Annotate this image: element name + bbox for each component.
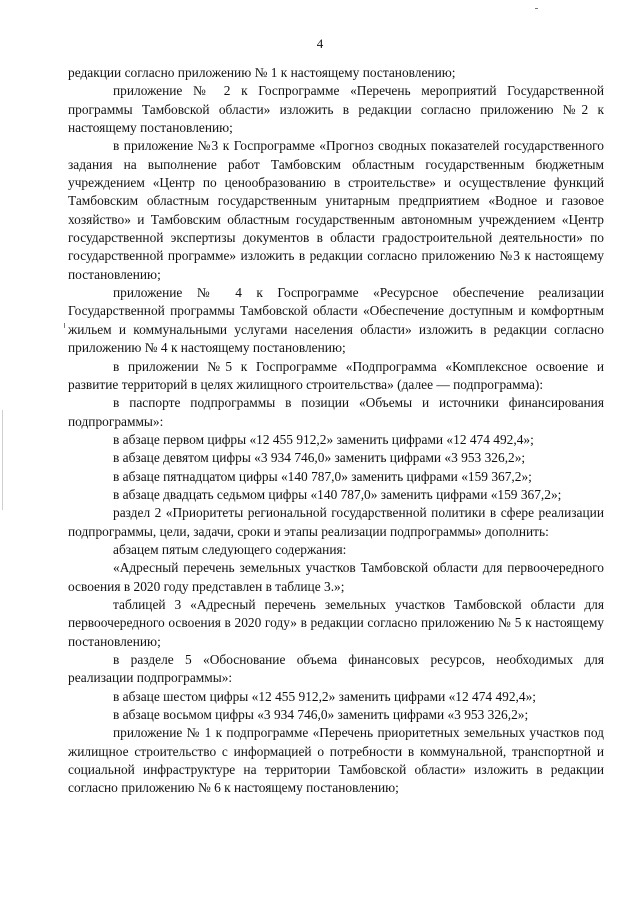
paragraph: приложение № 2 к Госпрограмме «Перечень мероприятий Государственной программы Тамбовской области» изложить в редакции согласно приложению №2 к настоящему постановлению; [68, 83, 604, 136]
paragraph: таблицей 3 «Адресный перечень земельных участков Тамбовской области для первоочередного освоения в 2020 году» в редакции согласно приложению № 5 к настоящему постановлению; [68, 596, 604, 649]
paragraph: редакции согласно приложению № 1 к настоящему постановлению; [68, 65, 456, 80]
scan-mark [535, 8, 538, 9]
paragraph: в абзаце девятом цифры «3 934 746,0» заменить цифрами «3 953 326,2»; [113, 450, 526, 466]
paragraph: в приложении №5 к Госпрограмме «Подпрограмма «Комплексное освоение и развитие территорий в целях жилищного строительства» (далее — подпрограмма): [68, 358, 604, 392]
paragraph: в разделе 5 «Обоснование объема финансовых ресурсов, необходимых для реализации подпрограммы»: [68, 652, 604, 686]
scan-mark [2, 410, 3, 510]
paragraph: в абзаце восьмом цифры «3 934 746,0» заменить цифрами «3 953 326,2»; [113, 707, 529, 723]
paragraph: в абзаце первом цифры «12 455 912,2» заменить цифрами «12 474 492,4»; [113, 431, 534, 447]
paragraph: в абзаце пятнадцатом цифры «140 787,0» заменить цифрами «159 367,2»; [113, 468, 532, 484]
page-number: 4 [316, 36, 324, 51]
paragraph: в паспорте подпрограммы в позиции «Объемы и источники финансирования подпрограммы»: [68, 395, 604, 429]
paragraph: в абзаце двадцать седьмом цифры «140 787,0» заменить цифрами «159 367,2»; [113, 486, 562, 502]
paragraph: приложение № 1 к подпрограмме «Перечень приоритетных земельных участков под жилищное строительство с информацией о потребности в коммунальной, транспортной и социальной инфраструктуре на территории Тамбовской области» изложить в редакции согласно приложению № 6 к настоящему постановлению; [68, 725, 604, 796]
paragraph: в приложение №3 к Госпрограмме «Прогноз сводных показателей государственного задания на выполнение работ Тамбовским областным государственным бюджетным учреждением «Центр по ценообразованию в строительстве» и осуществление функций Тамбовским областным государственным унитарным предприятием «Водное и газовое хозяйство» и Тамбовским областным государственным автономным учреждением «Центр государственной экспертизы документов в области градостроительной деятельности» по государственной программе» изложить в редакции согласно приложению №3 к настоящему постановлению; [68, 138, 604, 282]
paragraph: приложение № 4 к Госпрограмме «Ресурсное обеспечение реализации Государственной программы Тамбовской области «Обеспечение доступным и комфортным жильем и коммунальными услугами населения области» изложить в редакции согласно приложению № 4 к настоящему постановлению; [68, 285, 604, 356]
paragraph: раздел 2 «Приоритеты региональной государственной политики в сфере реализации подпрограммы, цели, задачи, сроки и этапы реализации подпрограммы» дополнить: [68, 505, 604, 539]
scan-mark [64, 323, 65, 328]
paragraph: в абзаце шестом цифры «12 455 912,2» заменить цифрами «12 474 492,4»; [113, 688, 537, 704]
paragraph: «Адресный перечень земельных участков Тамбовской области для первоочередного освоения в 2020 году представлен в таблице 3.»; [68, 560, 604, 594]
document-body [68, 64, 604, 798]
paragraph: абзацем пятым следующего содержания: [113, 541, 347, 557]
